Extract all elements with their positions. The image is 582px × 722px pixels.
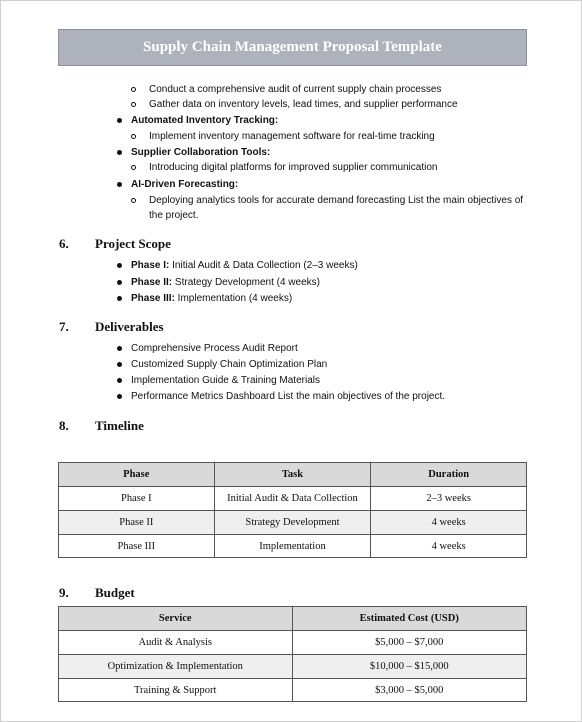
table-cell: 4 weeks bbox=[371, 511, 527, 535]
table-cell: Implementation bbox=[214, 535, 371, 558]
table-cell: Optimization & Implementation bbox=[59, 655, 293, 679]
list-item: Implement inventory management software for real-time tracking bbox=[149, 131, 435, 142]
list-item: Deploying analytics tools for accurate demand forecasting List the main objectives of bbox=[149, 195, 524, 206]
bullet-icon bbox=[117, 296, 122, 301]
table-header-cell: Duration bbox=[371, 463, 527, 487]
table-row bbox=[59, 487, 527, 511]
table-cell: Audit & Analysis bbox=[59, 631, 293, 655]
section-number: 9. bbox=[59, 585, 69, 600]
hollow-bullet-icon bbox=[131, 87, 136, 92]
table-header-row bbox=[59, 463, 527, 487]
hollow-bullet-icon bbox=[131, 134, 136, 139]
table-cell: Strategy Development bbox=[214, 511, 371, 535]
table-cell: 2–3 weeks bbox=[371, 487, 527, 511]
list-item: Comprehensive Process Audit Report bbox=[131, 343, 298, 354]
budget-table bbox=[58, 606, 527, 702]
table-row bbox=[59, 631, 527, 655]
list-item: Introducing digital platforms for improved supplier communication bbox=[149, 162, 438, 173]
list-item: AI-Driven Forecasting: bbox=[131, 179, 239, 190]
table-row bbox=[59, 535, 527, 558]
bullet-icon bbox=[117, 346, 122, 351]
hollow-bullet-icon bbox=[131, 198, 136, 203]
bullet-icon bbox=[117, 280, 122, 285]
hollow-bullet-icon bbox=[131, 102, 136, 107]
table-row bbox=[59, 511, 527, 535]
timeline-table bbox=[58, 462, 527, 558]
hollow-bullet-icon bbox=[131, 165, 136, 170]
table-row bbox=[59, 679, 527, 702]
table-cell: Initial Audit & Data Collection bbox=[214, 487, 371, 511]
section-number: 8. bbox=[59, 418, 69, 433]
list-item: Phase III: Implementation (4 weeks) bbox=[131, 293, 293, 304]
section-heading-deliverables: Deliverables bbox=[95, 319, 164, 334]
table-header-cell: Task bbox=[214, 463, 371, 487]
bullet-icon bbox=[117, 394, 122, 399]
document-title: Supply Chain Management Proposal Template bbox=[143, 39, 442, 55]
table-row bbox=[59, 655, 527, 679]
list-item: Customized Supply Chain Optimization Plan bbox=[131, 359, 328, 370]
table-cell: $10,000 – $15,000 bbox=[292, 655, 526, 679]
section-heading-scope: Project Scope bbox=[95, 236, 171, 251]
section-heading-timeline: Timeline bbox=[95, 418, 144, 433]
table-cell: Phase II bbox=[59, 511, 215, 535]
section-heading-budget: Budget bbox=[95, 585, 135, 600]
table-cell: $3,000 – $5,000 bbox=[292, 679, 526, 702]
table-header-cell: Service bbox=[59, 607, 293, 631]
document-title-banner bbox=[58, 29, 527, 66]
table-cell: Phase III bbox=[59, 535, 215, 558]
list-item: Automated Inventory Tracking: bbox=[131, 115, 279, 126]
list-item: Conduct a comprehensive audit of current supply chain processes bbox=[149, 84, 442, 95]
bullet-icon bbox=[117, 263, 122, 268]
section-number: 6. bbox=[59, 236, 69, 251]
list-item: Phase I: Initial Audit & Data Collection (2–3 weeks) bbox=[131, 260, 358, 271]
list-item: Performance Metrics Dashboard List the main objectives of the project. bbox=[131, 391, 446, 402]
bullet-icon bbox=[117, 150, 122, 155]
list-item: Gather data on inventory levels, lead times, and supplier performance bbox=[149, 99, 458, 110]
list-item-continuation: the project. bbox=[149, 210, 199, 221]
section-number: 7. bbox=[59, 319, 69, 334]
list-item: Phase II: Strategy Development (4 weeks) bbox=[131, 277, 320, 288]
bullet-icon bbox=[117, 182, 122, 187]
table-cell: $5,000 – $7,000 bbox=[292, 631, 526, 655]
list-item: Implementation Guide & Training Materials bbox=[131, 375, 320, 386]
table-header-row bbox=[59, 607, 527, 631]
table-cell: Phase I bbox=[59, 487, 215, 511]
table-header-cell: Phase bbox=[59, 463, 215, 487]
bullet-icon bbox=[117, 118, 122, 123]
list-item: Supplier Collaboration Tools: bbox=[131, 147, 271, 158]
table-cell: 4 weeks bbox=[371, 535, 527, 558]
bullet-icon bbox=[117, 362, 122, 367]
bullet-icon bbox=[117, 378, 122, 383]
table-cell: Training & Support bbox=[59, 679, 293, 702]
table-header-cell: Estimated Cost (USD) bbox=[292, 607, 526, 631]
